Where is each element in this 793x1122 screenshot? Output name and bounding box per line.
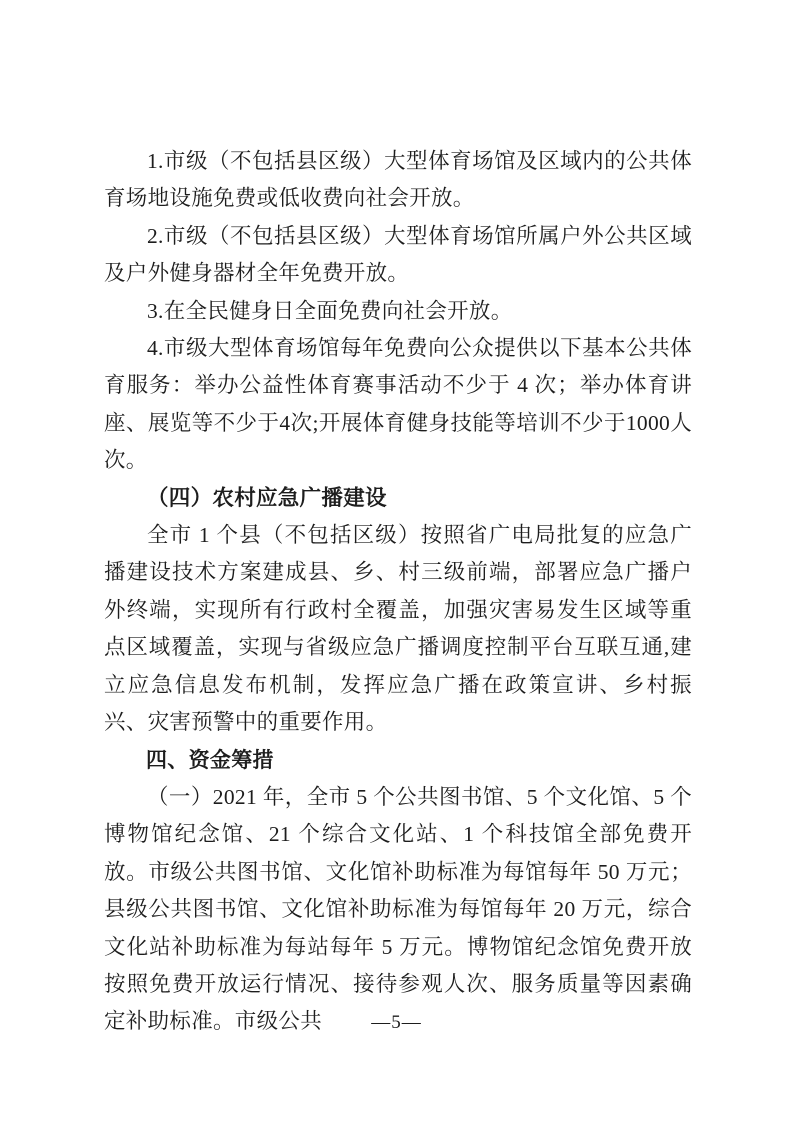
paragraph: 3.在全民健身日全面免费向社会开放。 (147, 298, 513, 323)
paragraph: 4.市级大型体育场馆每年免费向公众提供以下基本公共体育服务：举办公益性体育赛事活动不少于 4 次；举办体育讲座、展览等不少于4次;开展体育健身技能等培训不少于1000人次。 (104, 336, 692, 473)
paragraph: 1.市级（不包括县区级）大型体育场馆及区域内的公共体育场地设施免费或低收费向社会开放。 (104, 149, 692, 211)
section-heading: （四）农村应急广播建设 (147, 485, 387, 510)
paragraph: 2.市级（不包括县区级）大型体育场馆所属户外公共区域及户外健身器材全年免费开放。 (104, 223, 692, 286)
paragraph: 全市 1 个县（不包括区级）按照省广电局批复的应急广播建设技术方案建成县、乡、村三级前端，部署应急广播户外终端，实现所有行政村全覆盖，加强灾害易发生区域等重点区域覆盖，实现与省级应急广播调度控制平台互联互通,建立应急信息发布机制，发挥应急广播在政策宣讲、乡村振兴、灾害预警中的重要作用。 (104, 523, 692, 735)
document-body (104, 143, 692, 1041)
paragraph: （一）2021 年，全市 5 个公共图书馆、5 个文化馆、5 个博物馆纪念馆、21 个综合文化站、1 个科技馆全部免费开放。市级公共图书馆、文化馆补助标准为每馆每年 50 万元；县级公共图书馆、文化馆补助标准为每馆每年 20 万元，综合文化站补助标准为每站每年 5 万元。博物馆纪念馆免费开放按照免费开放运行情况、接待参观人次、服务质量等因素确定补助标准。市级公共 (104, 784, 692, 1034)
section-heading: 四、资金筹措 (146, 748, 274, 772)
page-number: —5— (371, 1012, 422, 1033)
